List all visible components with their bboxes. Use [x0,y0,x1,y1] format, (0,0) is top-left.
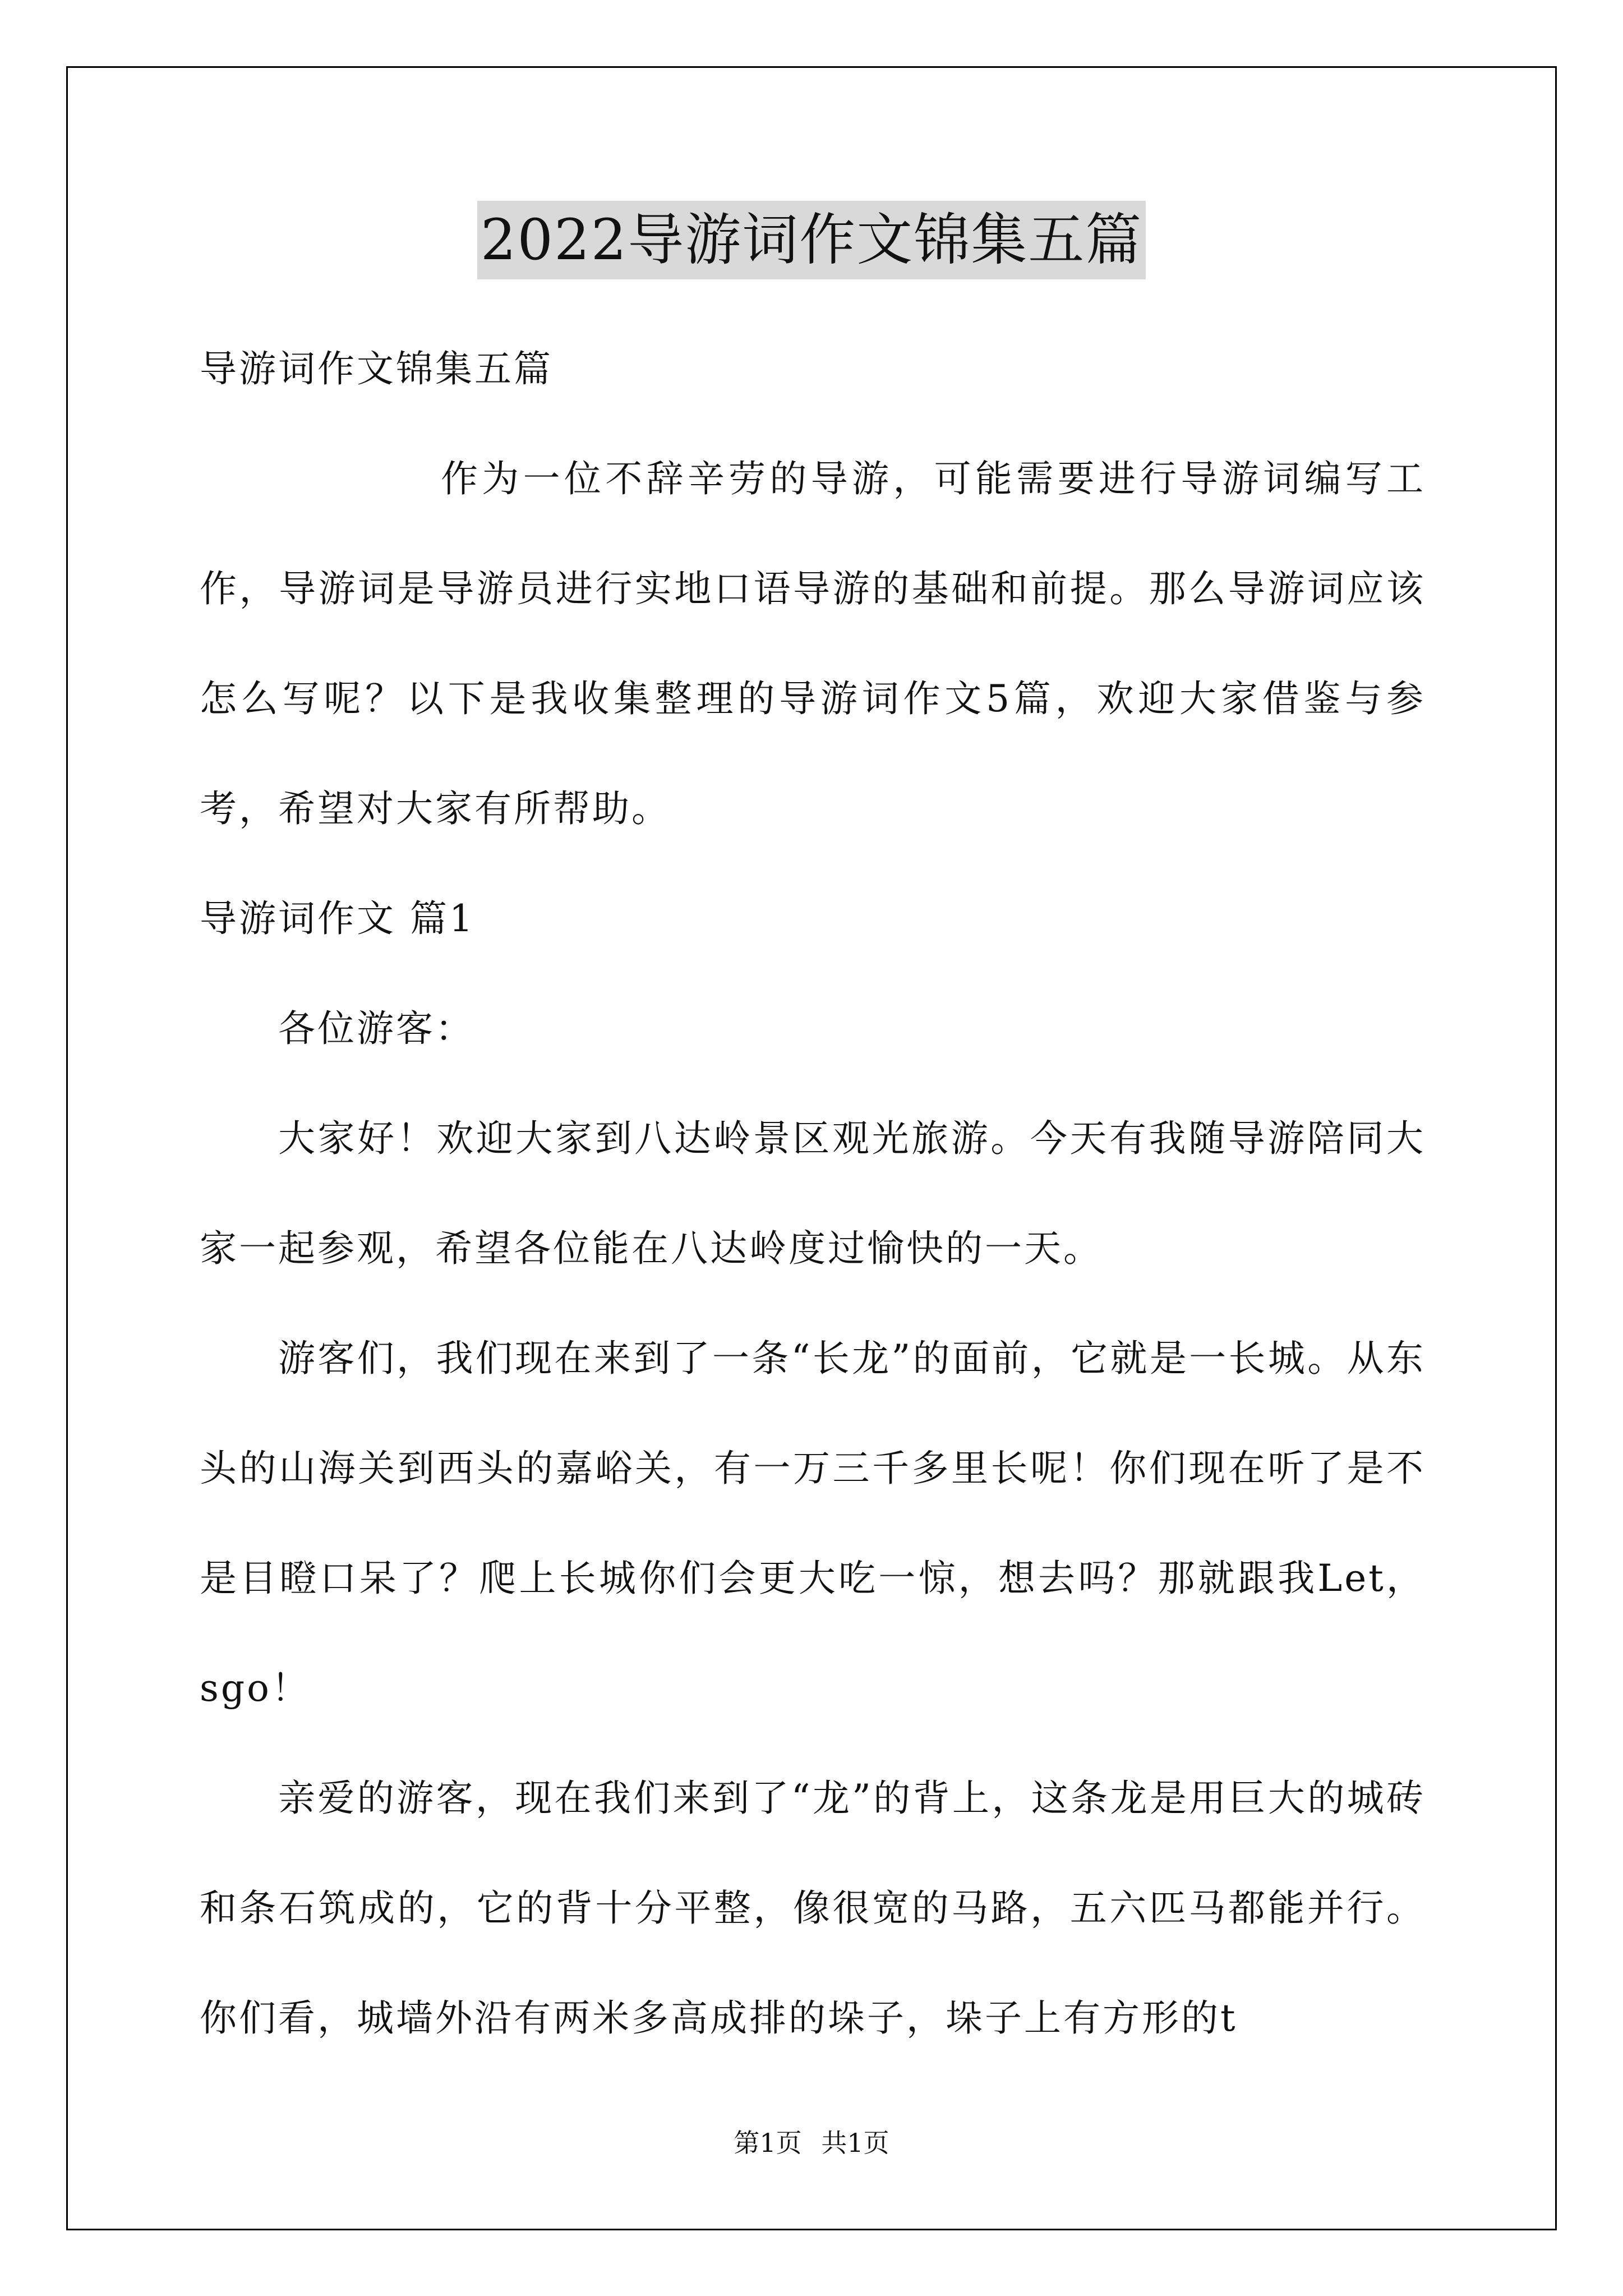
page-footer [0,2126,1623,2160]
page-total: 共1页 [821,2128,889,2158]
body-paragraph: 游客们，我们现在来到了一条“长龙”的面前，它就是一长城。从东头的山海关到西头的嘉峪关，有一万三千多里长呢！你们现在听了是不是目瞪口呆了？爬上长城你们会更大吃一惊，想去吗？那就跟我Let，sgo！ [200,1337,1426,1710]
intro-paragraph: 作为一位不辞辛劳的导游，可能需要进行导游词编写工作，导游词是导游员进行实地口语导游的基础和前提。那么导游词应该怎么写呢？以下是我收集整理的导游词作文5篇，欢迎大家借鉴与参考，希望对大家有所帮助。 [200,457,1426,830]
body-paragraph: 亲爱的游客，现在我们来到了“龙”的背上，这条龙是用巨大的城砖和条石筑成的，它的背十分平整，像很宽的马路，五六匹马都能并行。你们看，城墙外沿有两米多高成排的垛子，垛子上有方形的t [200,1777,1426,2040]
title-container [0,201,1623,279]
section-heading: 导游词作文 篇1 [200,897,475,940]
document-title: 2022导游词作文锦集五篇 [477,201,1146,279]
page-number: 第1页 [734,2128,802,2158]
subtitle: 导游词作文锦集五篇 [200,347,553,390]
body-paragraph: 各位游客： [278,1007,474,1050]
document-body [200,314,1426,2073]
body-paragraph: 大家好！欢迎大家到八达岭景区观光旅游。今天有我随导游陪同大家一起参观，希望各位能在八达岭度过愉快的一天。 [200,1117,1426,1270]
